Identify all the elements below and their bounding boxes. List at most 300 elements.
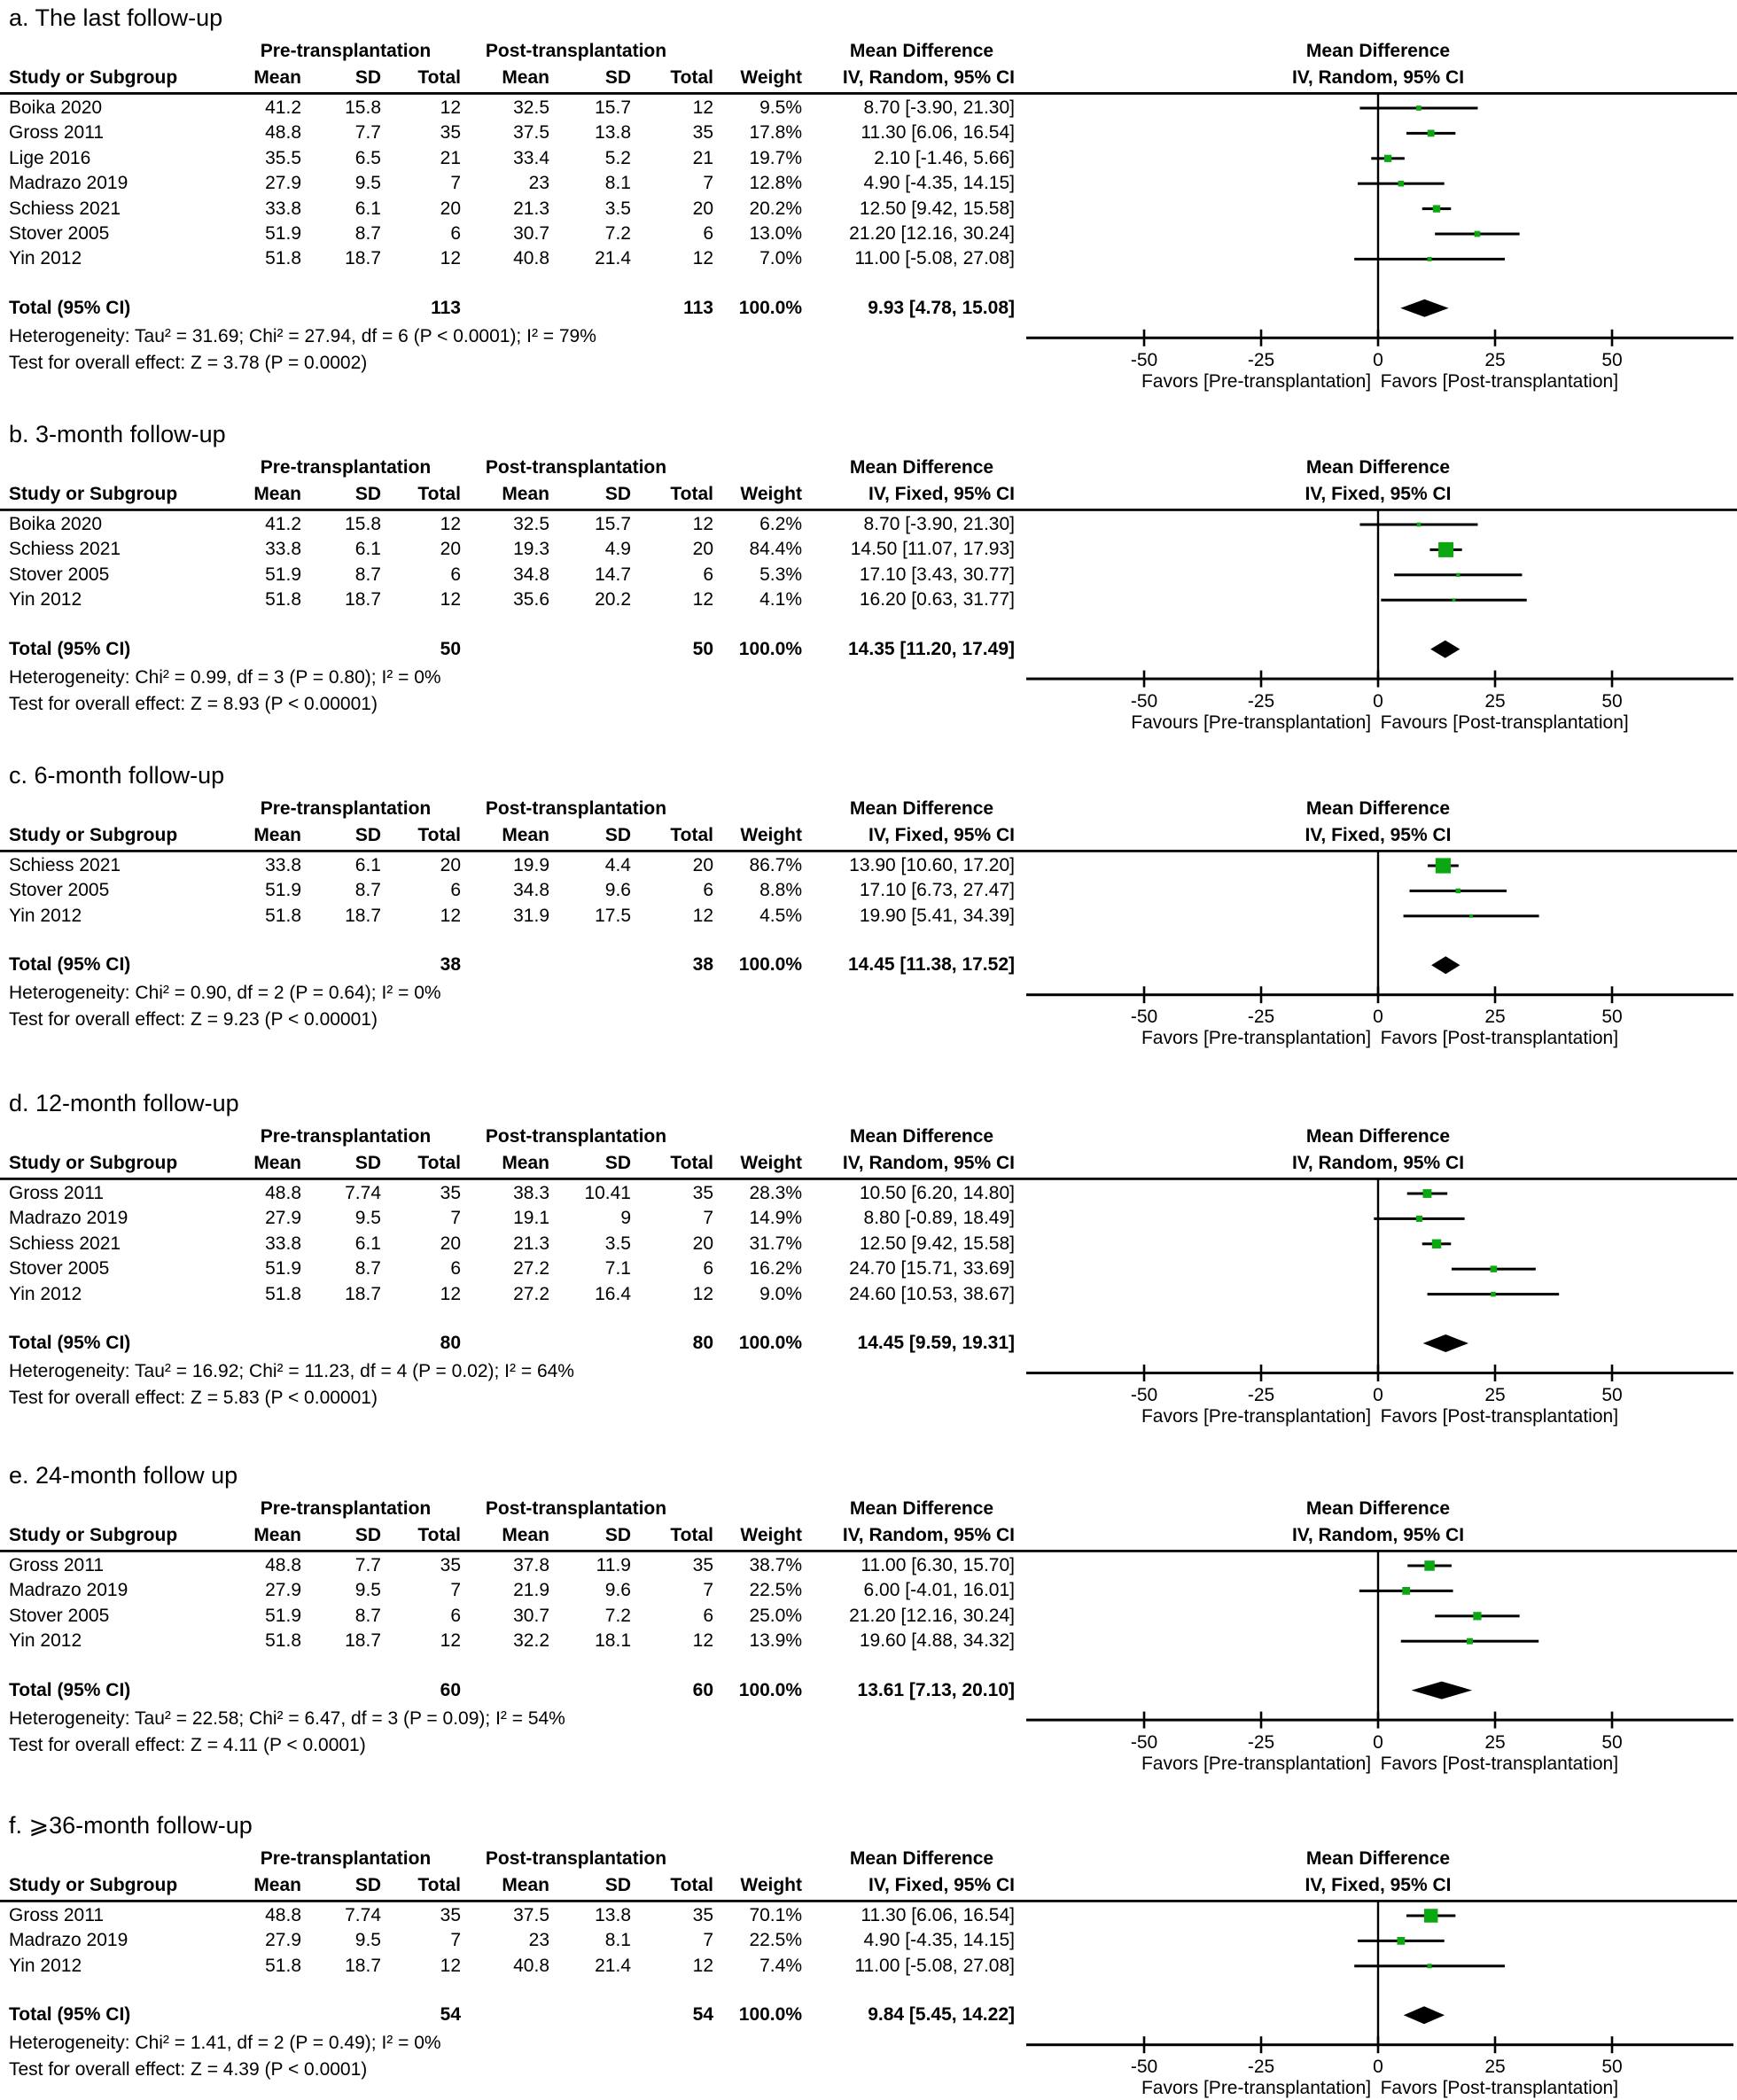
x-axis-tick xyxy=(1377,671,1380,688)
post-mean: 33.4 xyxy=(513,147,549,168)
pre-sd: 7.74 xyxy=(345,1905,381,1925)
total-weight: 100.0% xyxy=(738,638,802,659)
total-diamond xyxy=(1412,1682,1472,1699)
pre-total: 7 xyxy=(450,1208,461,1229)
pre-mean: 27.9 xyxy=(265,1930,301,1951)
post-group-header: Post-transplantation xyxy=(485,1498,667,1519)
effect-square xyxy=(1398,181,1405,187)
md-plot-header: Mean Difference xyxy=(1305,798,1451,819)
weight-value: 14.9% xyxy=(749,1208,802,1229)
post-sd: 18.1 xyxy=(595,1630,631,1652)
zero-line xyxy=(1377,509,1379,678)
column-header-sd-post: SD xyxy=(604,1525,631,1545)
pre-sd: 15.8 xyxy=(345,97,381,118)
post-total: 6 xyxy=(703,564,713,585)
pre-total: 12 xyxy=(440,905,461,926)
pre-mean: 51.9 xyxy=(265,1605,301,1626)
post-total: 12 xyxy=(692,1630,713,1652)
x-axis-tick-label: -25 xyxy=(1247,1007,1275,1028)
weight-value: 28.3% xyxy=(749,1183,802,1203)
post-total: 12 xyxy=(692,514,713,534)
column-header-sd-post: SD xyxy=(604,1875,631,1895)
column-header-total-pre: Total xyxy=(417,67,461,88)
pre-group-header: Pre-transplantation xyxy=(260,41,432,61)
pre-sd: 6.1 xyxy=(354,198,381,219)
post-sd: 4.9 xyxy=(604,539,631,560)
x-axis-tick-label: 50 xyxy=(1601,1385,1623,1405)
pre-total: 35 xyxy=(440,1555,461,1575)
md-plot-header: Mean Difference xyxy=(1305,41,1451,61)
column-header-model: IV, Fixed, 95% CI xyxy=(868,825,1015,845)
forest-panel-c xyxy=(0,758,1737,1085)
weight-value: 8.8% xyxy=(759,880,802,901)
weight-value: 13.9% xyxy=(749,1630,802,1652)
x-axis-tick-label: 50 xyxy=(1601,690,1623,712)
pre-mean: 41.2 xyxy=(265,514,301,534)
study-name: Madrazo 2019 xyxy=(9,1208,129,1229)
mean-difference-ci: 4.90 [-4.35, 14.15] xyxy=(863,173,1015,194)
column-header-total-post: Total xyxy=(670,1525,713,1545)
study-name: Stover 2005 xyxy=(9,1258,110,1279)
weight-value: 22.5% xyxy=(749,1930,802,1951)
pre-sd: 7.7 xyxy=(354,122,381,144)
pre-total: 12 xyxy=(440,514,461,534)
post-mean: 19.9 xyxy=(513,855,549,875)
overall-effect-text: Test for overall effect: Z = 9.23 (P < 0.00001) xyxy=(9,1009,378,1031)
pre-sd: 15.8 xyxy=(345,514,381,534)
pre-mean: 27.9 xyxy=(265,173,301,194)
post-mean: 40.8 xyxy=(513,248,549,269)
mean-difference-ci: 12.50 [9.42, 15.58] xyxy=(859,198,1015,219)
post-total: 7 xyxy=(703,1580,713,1601)
column-header-sd-pre: SD xyxy=(354,67,381,88)
column-header-total-pre: Total xyxy=(417,825,461,845)
x-axis-tick xyxy=(1494,1365,1497,1381)
x-axis-tick xyxy=(1260,1712,1263,1729)
post-total: 20 xyxy=(692,855,713,875)
heterogeneity-text: Heterogeneity: Chi² = 1.41, df = 2 (P = 0.49); I² = 0% xyxy=(9,2033,441,2054)
post-mean: 27.2 xyxy=(513,1258,549,1279)
column-header-total-post: Total xyxy=(670,67,713,88)
x-axis-tick xyxy=(1143,671,1146,688)
x-axis-tick xyxy=(1143,986,1146,1003)
total-post-n: 80 xyxy=(692,1333,713,1353)
mean-difference-ci: 17.10 [3.43, 30.77] xyxy=(859,564,1015,585)
total-ci: 13.61 [7.13, 20.10] xyxy=(857,1679,1015,1700)
effect-square xyxy=(1428,257,1432,261)
pre-total: 12 xyxy=(440,97,461,118)
effect-square xyxy=(1416,105,1422,111)
plot-header-model: IV, Fixed, 95% CI xyxy=(1305,484,1452,504)
overall-effect-text: Test for overall effect: Z = 3.78 (P = 0.0002) xyxy=(9,352,368,373)
mean-difference-ci: 8.80 [-0.89, 18.49] xyxy=(863,1208,1015,1229)
pre-total: 35 xyxy=(440,1905,461,1925)
weight-value: 86.7% xyxy=(749,855,802,875)
x-axis-tick-label: 25 xyxy=(1484,690,1506,712)
column-header-model: IV, Random, 95% CI xyxy=(842,1153,1015,1173)
x-axis-tick-label: 0 xyxy=(1373,2057,1383,2078)
x-axis-tick-label: 0 xyxy=(1373,1385,1383,1405)
mean-difference-ci: 4.90 [-4.35, 14.15] xyxy=(863,1930,1015,1951)
forest-panel-e xyxy=(0,1458,1737,1808)
x-axis-tick-label: 0 xyxy=(1373,349,1383,370)
pre-total: 12 xyxy=(440,1630,461,1652)
effect-square xyxy=(1491,1292,1496,1297)
x-axis-tick-label: 25 xyxy=(1484,1731,1506,1753)
total-weight: 100.0% xyxy=(738,954,802,976)
column-header-mean-pre: Mean xyxy=(253,484,301,504)
post-mean: 32.5 xyxy=(513,97,549,118)
post-total: 21 xyxy=(692,147,713,168)
x-axis-tick xyxy=(1494,330,1497,346)
post-mean: 34.8 xyxy=(513,880,549,901)
column-header-model: IV, Random, 95% CI xyxy=(842,67,1015,88)
effect-square xyxy=(1432,1240,1441,1248)
md-table-header: Mean Difference xyxy=(849,798,994,819)
header-rule xyxy=(0,1550,1737,1552)
study-name: Boika 2020 xyxy=(9,514,103,534)
effect-square xyxy=(1467,1638,1473,1645)
column-header-mean-pre: Mean xyxy=(253,825,301,845)
study-name: Gross 2011 xyxy=(9,1905,104,1925)
post-group-header: Post-transplantation xyxy=(485,798,667,819)
favors-axis-label: Favours [Pre-transplantation] Favours [Post-transplantation] xyxy=(1131,712,1629,733)
post-mean: 38.3 xyxy=(513,1183,549,1203)
study-name: Schiess 2021 xyxy=(9,855,121,875)
pre-sd: 8.7 xyxy=(354,1258,381,1279)
effect-square xyxy=(1402,1587,1410,1595)
x-axis-line xyxy=(1026,2043,1733,2046)
post-mean: 31.9 xyxy=(513,905,549,926)
x-axis-tick xyxy=(1611,2036,1614,2053)
post-total: 7 xyxy=(703,1208,713,1229)
effect-square xyxy=(1475,231,1481,237)
x-axis-tick xyxy=(1494,1712,1497,1729)
overall-effect-text: Test for overall effect: Z = 8.93 (P < 0.00001) xyxy=(9,693,378,714)
post-sd: 13.8 xyxy=(595,1905,631,1925)
pre-mean: 33.8 xyxy=(265,1233,301,1254)
post-mean: 37.5 xyxy=(513,122,549,144)
column-header-sd-post: SD xyxy=(604,1153,631,1173)
mean-difference-ci: 12.50 [9.42, 15.58] xyxy=(859,1233,1015,1254)
favors-axis-label: Favors [Pre-transplantation] Favors [Post-transplantation] xyxy=(1141,2078,1619,2099)
mean-difference-ci: 6.00 [-4.01, 16.01] xyxy=(863,1580,1015,1601)
pre-sd: 6.1 xyxy=(354,539,381,560)
forest-panel-a xyxy=(0,0,1737,416)
post-total: 35 xyxy=(692,1555,713,1575)
column-header-total-post: Total xyxy=(670,1153,713,1173)
effect-square xyxy=(1428,1964,1432,1968)
study-name: Boika 2020 xyxy=(9,97,103,118)
post-total: 20 xyxy=(692,198,713,219)
x-axis-tick-label: -50 xyxy=(1130,2057,1158,2078)
column-header-study: Study or Subgroup xyxy=(9,1525,178,1545)
column-header-total-post: Total xyxy=(670,1875,713,1895)
pre-group-header: Pre-transplantation xyxy=(260,798,432,819)
x-axis-tick-label: -50 xyxy=(1130,349,1158,370)
total-post-n: 60 xyxy=(692,1679,713,1700)
effect-square xyxy=(1456,573,1460,577)
weight-value: 20.2% xyxy=(749,198,802,219)
total-weight: 100.0% xyxy=(738,2004,802,2026)
weight-value: 13.0% xyxy=(749,223,802,244)
effect-square xyxy=(1438,542,1453,557)
x-axis-tick xyxy=(1611,671,1614,688)
x-axis-tick-label: -25 xyxy=(1247,1731,1275,1753)
weight-value: 16.2% xyxy=(749,1258,802,1279)
weight-value: 6.2% xyxy=(759,514,802,534)
post-mean: 23 xyxy=(528,173,549,194)
pre-total: 7 xyxy=(450,1580,461,1601)
x-axis-tick xyxy=(1377,2036,1380,2053)
pre-mean: 51.8 xyxy=(265,1283,301,1304)
study-name: Yin 2012 xyxy=(9,905,82,926)
header-rule xyxy=(0,850,1737,852)
post-mean: 32.2 xyxy=(513,1630,549,1652)
column-header-weight: Weight xyxy=(740,1153,802,1173)
x-axis-tick xyxy=(1611,1365,1614,1381)
x-axis-tick-label: -50 xyxy=(1130,1385,1158,1405)
x-axis-tick xyxy=(1260,330,1263,346)
post-total: 12 xyxy=(692,1955,713,1976)
x-axis-tick xyxy=(1611,330,1614,346)
post-sd: 21.4 xyxy=(595,248,631,269)
x-axis-line xyxy=(1026,1719,1733,1722)
total-pre-n: 113 xyxy=(431,297,461,318)
post-total: 7 xyxy=(703,1930,713,1951)
pre-mean: 51.8 xyxy=(265,589,301,611)
pre-mean: 51.9 xyxy=(265,880,301,901)
study-name: Yin 2012 xyxy=(9,1283,82,1304)
post-sd: 20.2 xyxy=(595,589,631,611)
column-header-mean-post: Mean xyxy=(502,67,549,88)
mean-difference-ci: 14.50 [11.07, 17.93] xyxy=(850,539,1015,560)
post-group-header: Post-transplantation xyxy=(485,1126,667,1147)
study-name: Stover 2005 xyxy=(9,1605,110,1626)
pre-sd: 18.7 xyxy=(345,905,381,926)
overall-effect-text: Test for overall effect: Z = 4.39 (P < 0.0001) xyxy=(9,2059,368,2081)
total-weight: 100.0% xyxy=(738,1679,802,1700)
study-name: Yin 2012 xyxy=(9,248,82,269)
mean-difference-ci: 11.00 [6.30, 15.70] xyxy=(861,1555,1015,1575)
heterogeneity-text: Heterogeneity: Tau² = 31.69; Chi² = 27.94, df = 6 (P < 0.0001); I² = 79% xyxy=(9,325,596,346)
pre-mean: 33.8 xyxy=(265,198,301,219)
total-ci: 9.93 [4.78, 15.08] xyxy=(868,297,1015,318)
post-group-header: Post-transplantation xyxy=(485,457,667,478)
column-header-weight: Weight xyxy=(740,1525,802,1545)
column-header-weight: Weight xyxy=(740,484,802,504)
forest-panel-b xyxy=(0,416,1737,758)
mean-difference-ci: 17.10 [6.73, 27.47] xyxy=(859,880,1015,901)
total-row-label: Total (95% CI) xyxy=(9,638,131,659)
x-axis-tick xyxy=(1143,2036,1146,2053)
favors-axis-label: Favors [Pre-transplantation] Favors [Post-transplantation] xyxy=(1141,370,1619,392)
column-header-weight: Weight xyxy=(740,67,802,88)
study-name: Gross 2011 xyxy=(9,1183,104,1203)
pre-mean: 51.8 xyxy=(265,905,301,926)
zero-line xyxy=(1377,1900,1379,2043)
column-header-mean-post: Mean xyxy=(502,825,549,845)
x-axis-tick-label: 50 xyxy=(1601,2057,1623,2078)
column-header-sd-post: SD xyxy=(604,825,631,845)
post-total: 35 xyxy=(692,1183,713,1203)
mean-difference-ci: 8.70 [-3.90, 21.30] xyxy=(863,97,1015,118)
total-post-n: 50 xyxy=(692,638,713,659)
pre-sd: 9.5 xyxy=(354,1930,381,1951)
zero-line xyxy=(1377,1178,1379,1372)
column-header-study: Study or Subgroup xyxy=(9,1875,178,1895)
x-axis-tick xyxy=(1611,1712,1614,1729)
plot-header-model: IV, Random, 95% CI xyxy=(1291,1525,1465,1545)
column-header-total-pre: Total xyxy=(417,1153,461,1173)
column-header-study: Study or Subgroup xyxy=(9,67,178,88)
post-mean: 40.8 xyxy=(513,1955,549,1976)
zero-line xyxy=(1377,92,1379,337)
pre-sd: 6.1 xyxy=(354,855,381,875)
favors-axis-label: Favors [Pre-transplantation] Favors [Post-transplantation] xyxy=(1141,1406,1619,1427)
post-mean: 19.1 xyxy=(513,1208,549,1229)
x-axis-tick-label: -50 xyxy=(1130,1007,1158,1028)
post-sd: 3.5 xyxy=(604,198,631,219)
pre-total: 6 xyxy=(450,880,461,901)
column-header-total-post: Total xyxy=(670,825,713,845)
post-sd: 9 xyxy=(620,1208,631,1229)
md-table-header: Mean Difference xyxy=(849,41,994,61)
x-axis-tick-label: -25 xyxy=(1247,2057,1275,2078)
post-group-header: Post-transplantation xyxy=(485,1848,667,1869)
pre-group-header: Pre-transplantation xyxy=(260,1126,432,1147)
column-header-sd-pre: SD xyxy=(354,1875,381,1895)
pre-total: 6 xyxy=(450,1605,461,1626)
post-mean: 23 xyxy=(528,1930,549,1951)
x-axis-tick-label: 25 xyxy=(1484,1007,1506,1028)
mean-difference-ci: 19.60 [4.88, 34.32] xyxy=(859,1630,1015,1652)
column-header-mean-post: Mean xyxy=(502,1525,549,1545)
total-weight: 100.0% xyxy=(738,297,802,318)
effect-square xyxy=(1433,205,1440,212)
pre-sd: 8.7 xyxy=(354,1605,381,1626)
x-axis-tick xyxy=(1143,1712,1146,1729)
column-header-study: Study or Subgroup xyxy=(9,484,178,504)
pre-total: 6 xyxy=(450,223,461,244)
x-axis-tick xyxy=(1377,1712,1380,1729)
effect-square xyxy=(1424,1909,1437,1922)
study-name: Gross 2011 xyxy=(9,122,104,144)
post-sd: 10.41 xyxy=(584,1183,631,1203)
weight-value: 22.5% xyxy=(749,1580,802,1601)
pre-total: 6 xyxy=(450,564,461,585)
total-pre-n: 80 xyxy=(440,1333,461,1353)
effect-square xyxy=(1417,523,1422,527)
column-header-model: IV, Random, 95% CI xyxy=(842,1525,1015,1545)
pre-mean: 27.9 xyxy=(265,1208,301,1229)
pre-sd: 18.7 xyxy=(345,1283,381,1304)
x-axis-tick xyxy=(1143,330,1146,346)
total-post-n: 38 xyxy=(692,954,713,976)
pre-total: 21 xyxy=(440,147,461,168)
mean-difference-ci: 19.90 [5.41, 34.39] xyxy=(859,905,1015,926)
heterogeneity-text: Heterogeneity: Chi² = 0.90, df = 2 (P = 0.64); I² = 0% xyxy=(9,983,441,1004)
pre-sd: 18.7 xyxy=(345,248,381,269)
effect-square xyxy=(1453,598,1456,602)
pre-mean: 51.9 xyxy=(265,564,301,585)
mean-difference-ci: 24.70 [15.71, 33.69] xyxy=(849,1258,1015,1279)
column-header-study: Study or Subgroup xyxy=(9,1153,178,1173)
total-diamond xyxy=(1423,1334,1468,1352)
x-axis-line xyxy=(1026,993,1733,996)
column-header-mean-pre: Mean xyxy=(253,1875,301,1895)
md-plot-header: Mean Difference xyxy=(1305,1498,1451,1519)
total-pre-n: 50 xyxy=(440,638,461,659)
pre-sd: 18.7 xyxy=(345,1630,381,1652)
pre-total: 35 xyxy=(440,122,461,144)
total-weight: 100.0% xyxy=(738,1333,802,1353)
plot-header-model: IV, Fixed, 95% CI xyxy=(1305,1875,1452,1895)
total-post-n: 54 xyxy=(692,2004,713,2026)
pre-total: 6 xyxy=(450,1258,461,1279)
weight-value: 9.5% xyxy=(759,97,802,118)
total-ci: 14.45 [9.59, 19.31] xyxy=(857,1333,1015,1353)
total-row-label: Total (95% CI) xyxy=(9,1679,131,1700)
pre-mean: 51.9 xyxy=(265,1258,301,1279)
mean-difference-ci: 24.60 [10.53, 38.67] xyxy=(849,1283,1015,1304)
effect-square xyxy=(1491,1265,1497,1272)
favors-axis-label: Favors [Pre-transplantation] Favors [Post-transplantation] xyxy=(1141,1028,1619,1049)
panel-title: f. ⩾36-month follow-up xyxy=(9,1812,253,1839)
pre-total: 7 xyxy=(450,173,461,194)
x-axis-line xyxy=(1026,337,1733,339)
effect-square xyxy=(1423,1189,1432,1198)
pre-mean: 48.8 xyxy=(265,1183,301,1203)
x-axis-tick-label: -25 xyxy=(1247,690,1275,712)
weight-value: 17.8% xyxy=(749,122,802,144)
pre-mean: 48.8 xyxy=(265,122,301,144)
heterogeneity-text: Heterogeneity: Tau² = 16.92; Chi² = 11.23, df = 4 (P = 0.02); I² = 64% xyxy=(9,1361,574,1381)
post-mean: 21.3 xyxy=(513,198,549,219)
column-header-mean-pre: Mean xyxy=(253,1525,301,1545)
column-header-mean-post: Mean xyxy=(502,1153,549,1173)
heterogeneity-text: Heterogeneity: Chi² = 0.99, df = 3 (P = 0.80); I² = 0% xyxy=(9,666,441,688)
header-rule xyxy=(0,92,1737,95)
mean-difference-ci: 10.50 [6.20, 14.80] xyxy=(859,1183,1015,1203)
study-name: Stover 2005 xyxy=(9,223,110,244)
study-name: Yin 2012 xyxy=(9,1630,82,1652)
x-axis-tick-label: 0 xyxy=(1373,1007,1383,1028)
pre-mean: 33.8 xyxy=(265,855,301,875)
pre-mean: 41.2 xyxy=(265,97,301,118)
column-header-sd-post: SD xyxy=(604,484,631,504)
x-axis-tick-label: -50 xyxy=(1130,1731,1158,1753)
post-mean: 34.8 xyxy=(513,564,549,585)
weight-value: 25.0% xyxy=(749,1605,802,1626)
post-total: 12 xyxy=(692,97,713,118)
study-name: Yin 2012 xyxy=(9,1955,82,1976)
column-header-mean-pre: Mean xyxy=(253,67,301,88)
favors-axis-label: Favors [Pre-transplantation] Favors [Post-transplantation] xyxy=(1141,1753,1619,1774)
zero-line xyxy=(1377,850,1379,993)
total-ci: 14.45 [11.38, 17.52] xyxy=(848,954,1015,976)
overall-effect-text: Test for overall effect: Z = 5.83 (P < 0.00001) xyxy=(9,1388,378,1408)
header-rule xyxy=(0,509,1737,511)
pre-mean: 51.8 xyxy=(265,1630,301,1652)
post-total: 6 xyxy=(703,1605,713,1626)
pre-total: 20 xyxy=(440,539,461,560)
effect-square xyxy=(1397,1937,1405,1945)
weight-value: 38.7% xyxy=(749,1555,802,1575)
x-axis-tick xyxy=(1260,1365,1263,1381)
post-sd: 5.2 xyxy=(604,147,631,168)
header-rule xyxy=(0,1178,1737,1180)
